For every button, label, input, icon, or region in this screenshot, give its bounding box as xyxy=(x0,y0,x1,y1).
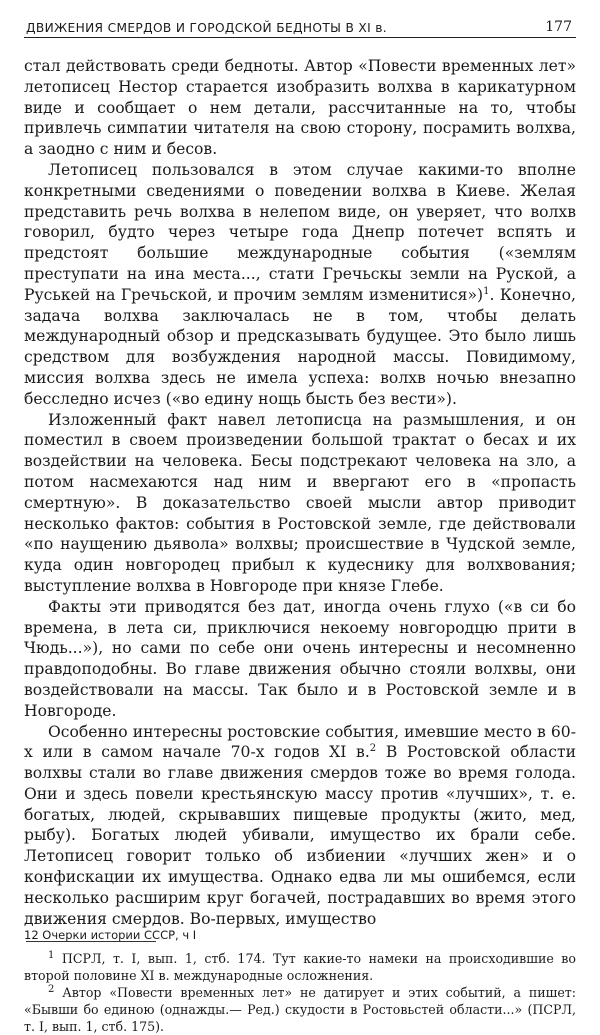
footnote-1-number: 1 xyxy=(48,950,55,962)
footnote-2-number: 2 xyxy=(48,984,55,996)
footnote-1-text: ПСРЛ, т. I, вып. 1, стб. 174. Тут какие-то намеки на происходившие во второй половине XI в. международные осложнения. xyxy=(24,951,576,984)
paragraph-2-part-1: Летописец пользовался в этом случае какими-то вполне конкретными сведениями о поведении волхва в Киеве. Желая представить речь волхва в нелепом виде, он уверяет, что волхв говорил, будто через четыре года Днепр потечет вспять и предстоят большие международные события («землям преступати на ина места..., стати Гречьскы земли на Руской, а Руськей на Гречьской, и прочим землям изменитися») xyxy=(24,160,576,304)
paragraph-2: Летописец пользовался в этом случае какими-то вполне конкретными сведениями о поведении волхва в Киеве. Желая представить речь волхва в нелепом виде, он уверяет, что волхв говорил, будто через четыре года Днепр потечет вспять и предстоят большие международные события («землям преступати на ина места..., стати Гречьскы земли на Руской, а Руськей на Гречьской, и прочим землям изменитися»)$^1$. Конечно, задача волхва заключалась не в том, чтобы делать международный обзор и предсказывать будущее. Это было лишь средством для возбуждения народной массы. Повидимому, миссия волхва здесь не имела успеха: волхв ночью внезапно бесследно исчез («во едину нощь бысть без вести»). xyxy=(24,160,576,408)
document-page xyxy=(24,12,576,1035)
paragraph-4: Факты эти приводятся без дат, иногда очень глухо («в си бо времена, в лета си, приключися некоему новгородцю прити в Чюдь...»), но сами по себе они очень интересны и несомненно правдоподобны. Во главе движения обычно стояли волхвы, они воздействовали на массы. Так было и в Ростовской земле и в Новгороде. xyxy=(24,597,576,720)
page-header xyxy=(24,12,576,38)
footnote-2-text: Автор «Повести временных лет» не датирует и этих событий, а пишет: «Бывши бо единою (однажды.— Ред.) скудости в Ростовьстей области...» (ПСРЛ, т. I, вып. 1, стб. 175). xyxy=(24,985,576,1035)
paragraph-5 xyxy=(24,722,576,930)
running-head: ДВИЖЕНИЯ СМЕРДОВ И ГОРОДСКОЙ БЕДНОТЫ В XI в. xyxy=(26,21,388,35)
footnotes xyxy=(24,950,576,1035)
footnote-2 xyxy=(24,984,576,1035)
body-text xyxy=(24,56,576,929)
footnote-mark-2: 2 xyxy=(369,743,377,755)
paragraph-5-part-2: В Ростовской области волхвы стали во главе движения смердов тоже во время голода. Они и здесь повели крестьянскую массу против «лучших», т. е. богатых, людей, скрывавших пищевые продукты (жито, мед, рыбу). Богатых людей убивали, имущество их брали себе. Летописец говорит только об избиении «лучших жен» и о конфискации их имущества. Однако едва ли мы ошибемся, если несколько расширим круг богачей, пострадавших во время этого движения смердов. Во-первых, имущество xyxy=(24,743,576,928)
paragraph-3: Изложенный факт навел летописца на размышления, и он поместил в своем произведении большой трактат о бесах и их воздействии на человека. Бесы подстрекают человека на зло, а потом насмехаются над ним и ввергают его в «пропасть смертную». В доказательство своей мысли автор приводит несколько фактов: события в Ростовской земле, где действовали «по наущению дьявола» волхвы; происшествие в Чудской земле, куда один новгородец прибыл к кудеснику для волхвования; выступление волхва в Новгороде при князе Глебе. xyxy=(24,410,576,595)
footnote-mark-1: 1 xyxy=(483,285,490,297)
paragraph-5-part-1: Особенно интересны ростовские события, имевшие место в 60-х или в самом начале 70-х годов XI в. xyxy=(24,722,576,762)
page-number: 177 xyxy=(545,19,572,35)
footnote-1 xyxy=(24,950,576,984)
printer-signature: 12 Очерки истории СССР, ч I xyxy=(24,928,197,942)
paragraph-1: стал действовать среди бедноты. Автор «Повести временных лет» летописец Нестор старается изобразить волхва в карикатурном виде и сообщает о нем детали, рассчитанные на то, чтобы привлечь симпатии читателя на свою сторону, посрамить волхва, а заодно с ним и бесов. xyxy=(24,57,576,159)
paragraph-2-part-2: Конечно, задача волхва заключалась не в том, чтобы делать международный обзор и предсказывать будущее. Это было лишь средством для возбуждения народной массы. Повидимому, миссия волхва здесь не имела успеха: волхв ночью внезапно бесследно исчез («во едину нощь бысть без вести»). xyxy=(24,285,576,408)
